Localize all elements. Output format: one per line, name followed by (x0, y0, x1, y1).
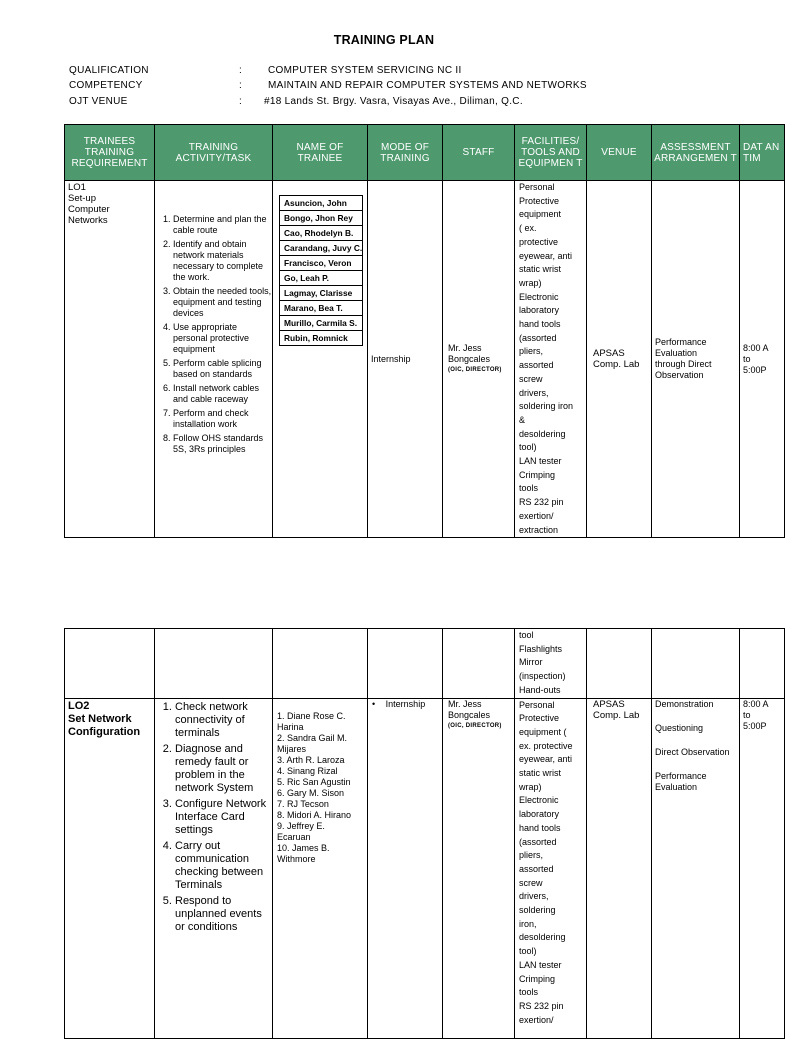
facility-item: RS 232 pin (519, 497, 564, 508)
task-item: 8. Follow OHS standards 5S, 3Rs principles (173, 433, 272, 455)
lo1-facilities (515, 181, 587, 538)
header-assessment: ASSESSMENT ARRANGEMEN T (652, 125, 740, 181)
facility-item: hand tools (519, 822, 561, 833)
info-value: #18 Lands St. Brgy. Vasra, Visayas Ave., Diliman, Q.C. (264, 96, 523, 107)
lo1-date-text: 8:00 A to 5:00P (743, 342, 769, 375)
header-row (65, 125, 785, 181)
facility-item: Personal (519, 182, 555, 192)
lo1-assessment-text: Performance Evaluation through Direct Observation (655, 337, 712, 381)
lo2-activity (155, 698, 273, 1038)
lo2-venue-text: APSAS Comp. Lab (593, 698, 640, 721)
lo2-date-text: 8:00 A to 5:00P (743, 698, 769, 731)
lo1-mode-text: Internship (371, 353, 411, 364)
task-item: 4. Use appropriate personal protective equipment (173, 322, 272, 355)
facility-item: drivers, (519, 891, 549, 902)
facility-item: (assorted (519, 332, 557, 343)
lo2-assessment (652, 698, 740, 1038)
facility-item: extraction (519, 524, 559, 535)
facility-item: eyewear, anti (519, 250, 573, 261)
trainee-name: Lagmay, Clarisse (279, 286, 363, 301)
facility-item: desoldering (519, 932, 566, 943)
assessment-item: Performance Evaluation (655, 770, 707, 792)
lo2-name-list (273, 711, 362, 865)
lo2-staff-name: Mr. Jess Bongcales (448, 698, 491, 720)
facility-item: exertion/ (519, 510, 554, 521)
facility-item: Protective (519, 713, 560, 724)
header-name: NAME OF TRAINEE (273, 125, 368, 181)
document-title: TRAINING PLAN (333, 33, 435, 47)
facility-item: laboratory (519, 809, 560, 820)
lo2-requirement (65, 698, 155, 1038)
facility-item: static wrist (519, 264, 562, 275)
trainee-name: 7. RJ Tecson (277, 798, 329, 809)
lo1-staff-role: (OIC, DIRECTOR) (448, 366, 502, 373)
facility-item: tools (519, 987, 539, 998)
facility-item: Crimping (519, 973, 556, 984)
trainee-name: Go, Leah P. (279, 271, 363, 286)
facility-item: hand tools (519, 319, 561, 330)
table-row-continued (65, 629, 785, 699)
task-item: 4. Carry out communication checking between Terminals (175, 840, 272, 892)
lo2-mode-text: Internship (385, 698, 426, 709)
lo2-code: LO2 (68, 699, 90, 712)
header-staff: STAFF (443, 125, 515, 181)
facility-item: wrap) (519, 781, 542, 792)
header-date: DAT AN TIM (740, 125, 785, 181)
task-item: 7. Perform and check installation work (173, 408, 272, 430)
trainee-name: 5. Ric San Agustin (277, 776, 351, 787)
lo2-facilities (515, 698, 587, 1038)
lo2-staff (443, 698, 515, 1038)
trainee-name: 4. Sinang Rizal (277, 765, 338, 776)
cont-empty (443, 629, 515, 699)
lo2-staff-role: (OIC, DIRECTOR) (448, 722, 502, 729)
lo2-venue (587, 698, 652, 1038)
lo1-date (740, 181, 785, 538)
cont-empty (587, 629, 652, 699)
task-item: 6. Install network cables and cable raceway (173, 383, 272, 405)
trainee-name: 6. Gary M. Sison (277, 787, 345, 798)
facility-item: screw (519, 877, 543, 888)
trainee-name: 1. Diane Rose C. Harina (277, 710, 346, 732)
header-venue: VENUE (587, 125, 652, 181)
info-label: QUALIFICATION (69, 65, 149, 76)
lo2-mode (368, 698, 443, 1038)
facility-item: ( ex. (519, 223, 537, 234)
lo2-date (740, 698, 785, 1038)
bullet-icon: • (372, 698, 376, 709)
facility-item: laboratory (519, 305, 560, 316)
lo1-task-list (155, 214, 272, 455)
cont-empty (155, 629, 273, 699)
facility-item: soldering iron (519, 401, 574, 412)
table-row-lo1 (65, 181, 785, 538)
info-value: COMPUTER SYSTEM SERVICING NC II (268, 65, 462, 76)
training-plan-table-2 (64, 628, 785, 1039)
trainee-name: Murillo, Carmila S. (279, 316, 363, 331)
facility-item: & (519, 414, 526, 425)
facility-item: soldering (519, 905, 556, 916)
facility-item: (inspection) (519, 671, 566, 682)
lo1-venue-text: APSAS Comp. Lab (593, 348, 640, 371)
lo2-facility-list (515, 699, 586, 1028)
facility-item: tools (519, 483, 539, 494)
facility-item: drivers, (519, 387, 549, 398)
facility-item: tool) (519, 442, 537, 453)
task-item: 3. Obtain the needed tools, equipment and testing devices (173, 286, 272, 319)
lo1-staff-name: Mr. Jess Bongcales (448, 342, 491, 364)
info-label: COMPETENCY (69, 80, 143, 91)
facility-item: Mirror (519, 657, 543, 668)
facility-item: Protective (519, 195, 560, 206)
facility-item: protective (519, 236, 559, 247)
lo1-facility-list (515, 181, 586, 537)
lo1-staff (443, 181, 515, 538)
facility-item: Flashlights (519, 643, 563, 654)
header-facilities: FACILITIES/ TOOLS AND EQUIPMEN T (515, 125, 587, 181)
facility-item: ex. protective (519, 740, 573, 751)
facility-item: iron, (519, 918, 537, 929)
trainee-name: Asuncion, John (279, 195, 363, 211)
lo2-title: Set Network Configuration (68, 712, 141, 738)
task-item: 3. Configure Network Interface Card settings (175, 798, 272, 837)
lo1-requirement (65, 181, 155, 538)
trainee-name: 10. James B. Withmore (277, 842, 330, 864)
cont-empty (65, 629, 155, 699)
facility-item: eyewear, anti (519, 754, 573, 765)
task-item: 2. Identify and obtain network materials necessary to complete the work. (173, 239, 272, 283)
info-label: OJT VENUE (69, 96, 128, 107)
facility-item: exertion/ (519, 1014, 554, 1025)
task-item: 5. Respond to unplanned events or conditions (175, 895, 272, 934)
info-value: MAINTAIN AND REPAIR COMPUTER SYSTEMS AND NETWORKS (268, 80, 587, 91)
facility-item: pliers, (519, 346, 544, 357)
facility-item: tool) (519, 946, 537, 957)
facility-item: assorted (519, 360, 554, 371)
facility-item: Crimping (519, 469, 556, 480)
facility-item: assorted (519, 863, 554, 874)
lo1-title: Set-up Computer Networks (68, 193, 110, 226)
facility-item: LAN tester (519, 959, 562, 970)
facility-item: tool (519, 630, 534, 640)
task-item: 1. Check network connectivity of terminals (175, 701, 272, 740)
lo1-venue (587, 181, 652, 538)
trainee-name: Carandang, Juvy C. (279, 241, 363, 256)
assessment-item: Demonstration (655, 698, 714, 709)
header-mode: MODE OF TRAINING (368, 125, 443, 181)
trainee-name: 9. Jeffrey E. Ecaruan (277, 820, 325, 842)
facility-item: equipment ( (519, 726, 567, 737)
lo2-task-list (155, 701, 272, 934)
task-item: 1. Determine and plan the cable route (173, 214, 272, 236)
trainee-name: 2. Sandra Gail M. Mijares (277, 732, 348, 754)
cont-empty (652, 629, 740, 699)
lo1-name-list (279, 195, 363, 346)
facility-item: (assorted (519, 836, 557, 847)
header-trainees: TRAINEES TRAINING REQUIREMENT (65, 125, 155, 181)
facility-item: Hand-outs (519, 684, 561, 695)
facility-item: Electronic (519, 795, 559, 806)
cont-empty (740, 629, 785, 699)
lo1-assessment (652, 181, 740, 538)
header-activity: TRAINING ACTIVITY/TASK (155, 125, 273, 181)
table-row-lo2 (65, 698, 785, 1038)
facility-item: screw (519, 373, 543, 384)
trainee-name: Francisco, Veron (279, 256, 363, 271)
facility-item: wrap) (519, 277, 542, 288)
facility-item: LAN tester (519, 456, 562, 467)
facility-item: Electronic (519, 291, 559, 302)
assessment-item: Questioning (655, 722, 704, 733)
task-item: 5. Perform cable splicing based on standards (173, 358, 272, 380)
trainee-name: Cao, Rhodelyn B. (279, 226, 363, 241)
cont-empty (368, 629, 443, 699)
facility-item: pliers, (519, 850, 544, 861)
facility-item: static wrist (519, 768, 562, 779)
facility-item: RS 232 pin (519, 1000, 564, 1011)
trainee-name: Marano, Bea T. (279, 301, 363, 316)
cont-empty (273, 629, 368, 699)
info-colon: : (239, 96, 243, 107)
facility-item: equipment (519, 209, 562, 220)
task-item: 2. Diagnose and remedy fault or problem in the network System (175, 743, 272, 795)
trainee-name: Rubin, Romnick (279, 331, 363, 346)
facility-item: desoldering (519, 428, 566, 439)
lo1-names (273, 181, 368, 538)
trainee-name: 3. Arth R. Laroza (277, 754, 345, 765)
lo2-names (273, 698, 368, 1038)
trainee-name: 8. Midori A. Hirano (277, 809, 352, 820)
lo1-code: LO1 (68, 182, 86, 193)
info-colon: : (239, 65, 243, 76)
training-plan-table-1 (64, 124, 785, 538)
lo2-assessment-list (652, 699, 739, 793)
info-colon: : (239, 80, 243, 91)
cont-facilities (515, 629, 587, 699)
facility-item: Personal (519, 699, 555, 710)
trainee-name: Bongo, Jhon Rey (279, 211, 363, 226)
lo1-activity (155, 181, 273, 538)
cont-facility-list (515, 629, 586, 698)
assessment-item: Direct Observation (655, 746, 730, 757)
lo1-mode (368, 181, 443, 538)
